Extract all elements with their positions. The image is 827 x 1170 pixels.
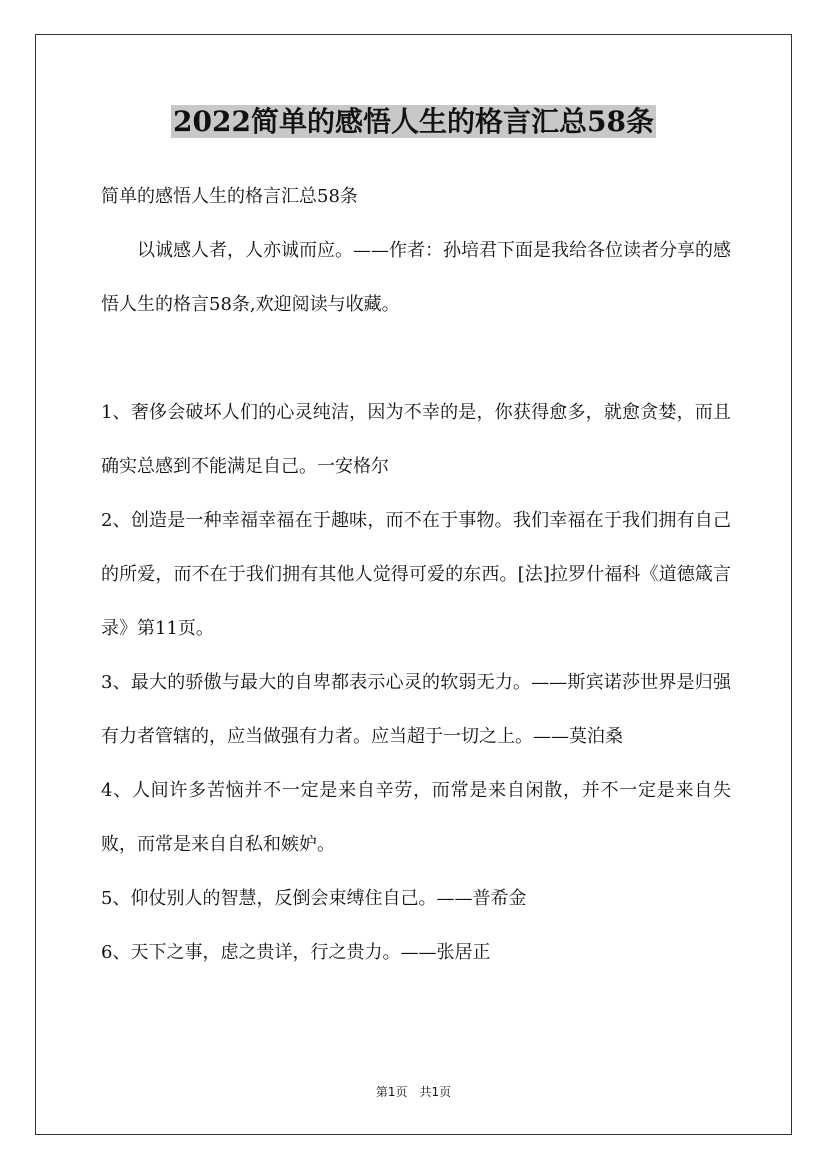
quote-item-5: 5、仰仗别人的智慧，反倒会束缚住自己。——普希金 [101,888,527,909]
page-number: 第1页 [375,1085,408,1099]
quote-item-4: 4、人间许多苦恼并不一定是来自辛劳，而常是来自闲散，并不一定是来自失败，而常是来自自私和嫉妒。 [101,780,731,855]
document-subtitle: 简单的感悟人生的格言汇总58条 [101,186,358,207]
paragraph-spacer [101,332,731,386]
quote-item-1: 1、奢侈会破坏人们的心灵纯洁，因为不幸的是，你获得愈多，就愈贪婪，而且确实总感到不能满足自己。一安格尔 [101,402,731,477]
page-total: 共1页 [419,1085,452,1099]
intro-paragraph: 以诚感人者，人亦诚而应。——作者：孙培君下面是我给各位读者分享的感悟人生的格言58条,欢迎阅读与收藏。 [101,240,731,315]
quote-item-3: 3、最大的骄傲与最大的自卑都表示心灵的软弱无力。——斯宾诺莎世界是归强有力者管辖的，应当做强有力者。应当超于一切之上。——莫泊桑 [101,672,731,747]
document-title: 2022简单的感悟人生的格言汇总58条 [173,105,654,138]
page-footer [0,1083,827,1101]
quote-item-2: 2、创造是一种幸福幸福在于趣味，而不在于事物。我们幸福在于我们拥有自己的所爱，而不在于我们拥有其他人觉得可爱的东西。[法]拉罗什福科《道德箴言录》第11页。 [101,510,731,639]
quote-item-6: 6、天下之事，虑之贵详，行之贵力。——张居正 [101,942,491,963]
document-body [101,170,731,980]
